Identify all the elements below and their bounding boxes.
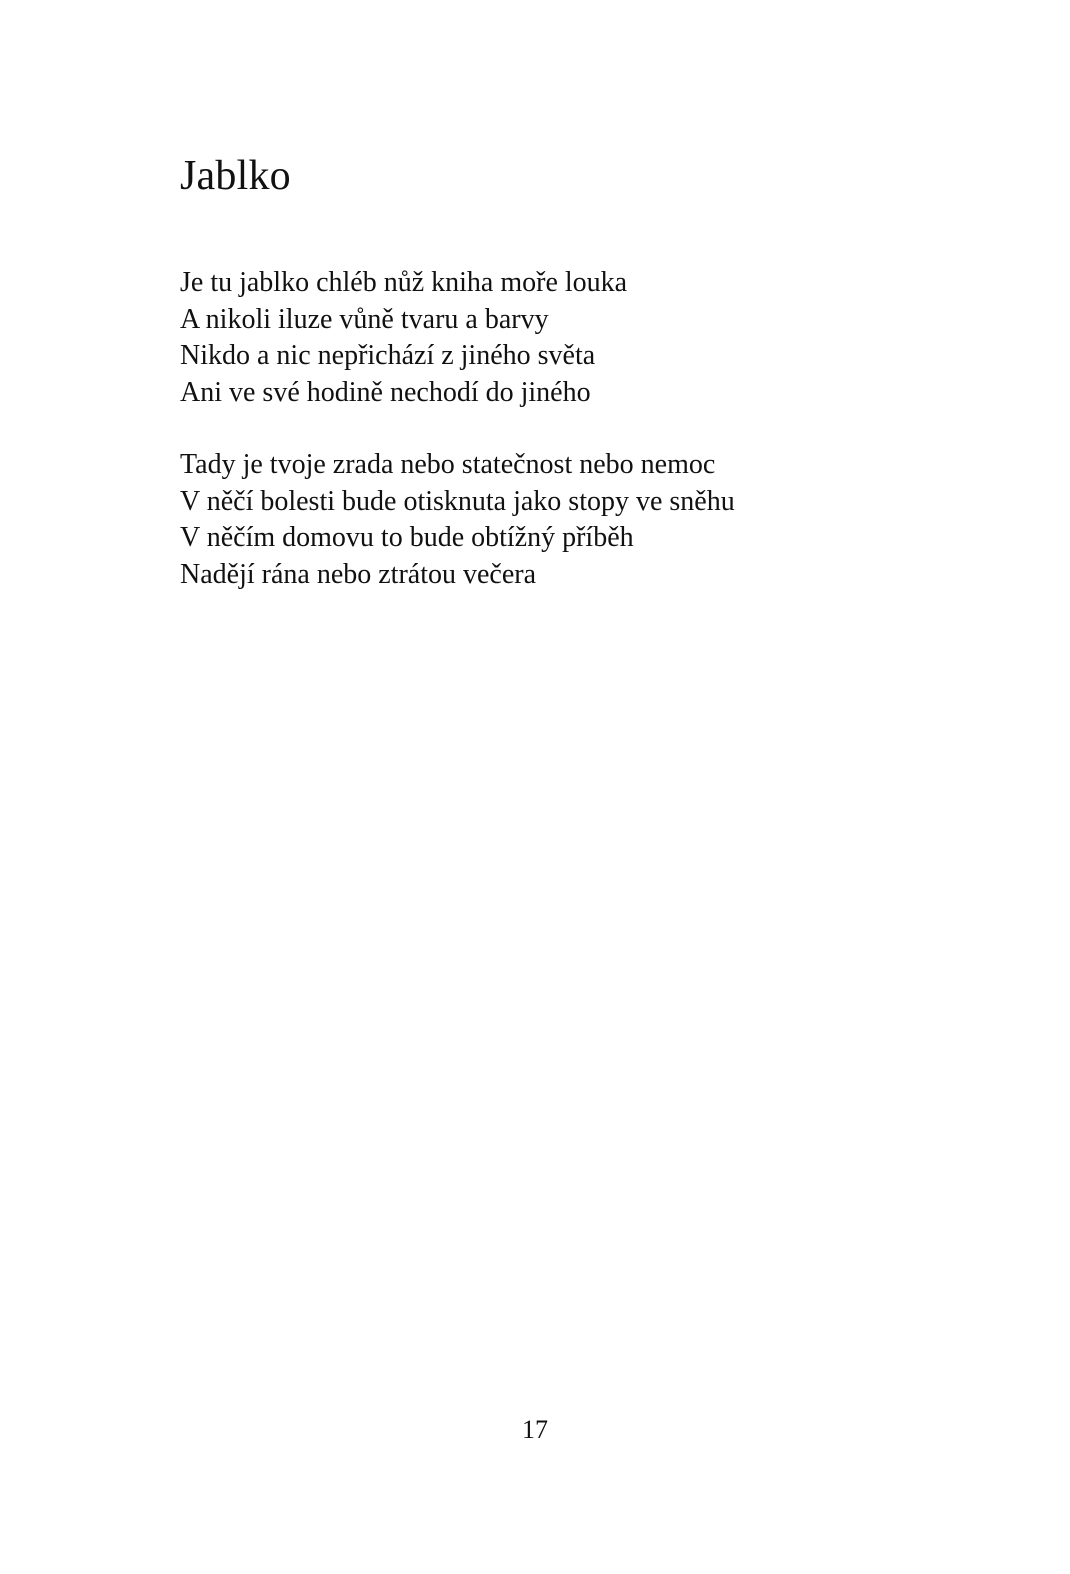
verse-line: V něčí bolesti bude otisknuta jako stopy ve sněhu [180,485,735,517]
stanza-2 [180,447,735,593]
verse-line: Nadějí rána nebo ztrátou večera [180,558,537,590]
verse-line: Ani ve své hodině nechodí do jiného [180,376,591,408]
poem-title: Jablko [180,153,291,199]
stanza-1 [180,265,627,411]
verse-line: Tady je tvoje zrada nebo statečnost nebo nemoc [180,449,716,480]
verse-line: Nikdo a nic nepřichází z jiného světa [180,340,596,371]
verse-line: A nikoli iluze vůně tvaru a barvy [180,303,549,335]
verse-line: V něčím domovu to bude obtížný příběh [180,522,634,553]
verse-line: Je tu jablko chléb nůž kniha moře louka [180,267,628,298]
page-number: 17 [522,1415,548,1444]
